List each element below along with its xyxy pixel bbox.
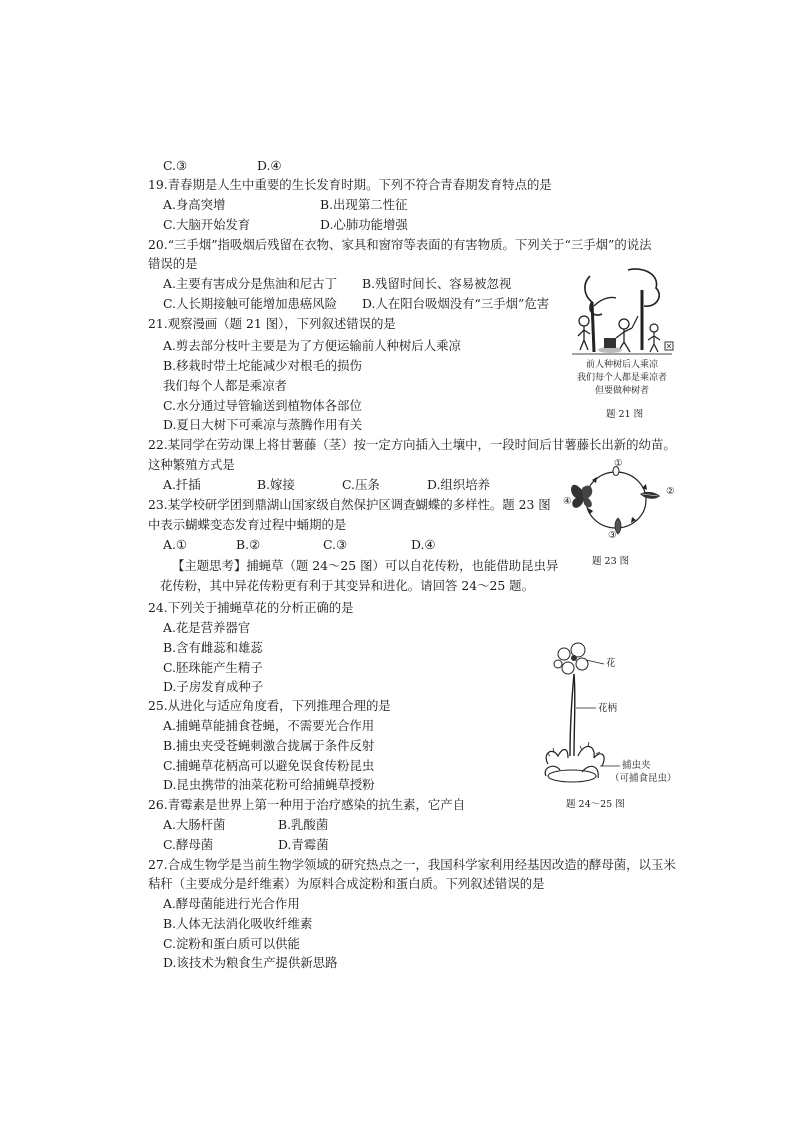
q23-stage-label-2: ② [666,486,675,497]
theme-line2: 花传粉，其中异花传粉更有利于其变异和进化。请回答 24～25 题。 [160,578,534,593]
q21-comic-illustration [572,266,672,356]
q26-option-c: C.酵母菌 [163,837,214,852]
q20-stem-line1: 20.“三手烟”指吸烟后残留在衣物、家具和窗帘等表面的有害物质。下列关于“三手烟”的说法 [148,237,652,252]
q24-25-flytrap-diagram [538,636,648,796]
q20-option-d: D.人在阳台吸烟没有“三手烟”危害 [362,296,550,311]
q20-option-c: C.人长期接触可能增加患癌风险 [163,296,338,311]
flytrap-label-flower: 花 [606,658,616,669]
q21-stem: 21.观察漫画（题 21 图），下列叙述错误的是 [148,316,396,331]
q19-option-b: B.出现第二性征 [320,197,408,212]
q25-option-a: A.捕蝇草能捕食苍蝇，不需要光合作用 [163,718,375,733]
q25-option-d: D.昆虫携带的油菜花粉可给捕蝇草授粉 [163,777,375,792]
q24-option-d: D.子房发育成种子 [163,679,264,694]
q23-option-b: B.② [236,537,261,552]
q26-option-b: B.乳酸菌 [278,817,329,832]
q25-option-c: C.捕蝇草花柄高可以避免误食传粉昆虫 [163,758,375,773]
q22-stem-line1: 22.某同学在劳动课上将甘薯藤（茎）按一定方向插入土壤中，一段时间后甘薯藤长出新的幼苗。 [148,437,676,452]
q23-stem-line2: 中表示蝴蝶变态发育过程中蛹期的是 [148,517,347,532]
q23-stem-line1: 23.某学校研学团到鼎湖山国家级自然保护区调查蝴蝶的多样性。题 23 图 [148,497,551,512]
q23-option-d: D.④ [411,537,436,552]
q26-stem: 26.青霉素是世界上第一种用于治疗感染的抗生素，它产自 [148,797,466,812]
q24-stem: 24.下列关于捕蝇草花的分析正确的是 [148,600,354,615]
q24-option-c: C.胚珠能产生精子 [163,660,263,675]
q20-option-a: A.主要有害成分是焦油和尼古丁 [163,276,337,291]
q20-stem-line2: 错误的是 [148,256,198,271]
q19-option-c: C.大脑开始发育 [163,217,251,232]
q19-option-d: D.心肺功能增强 [320,217,408,232]
q24-25-figure-caption: 题 24～25 图 [566,799,625,810]
q21-option-b: B.移栽时带土坨能减少对根毛的损伤 [163,358,362,373]
q21-comic-text-2: 我们每个人都是乘凉者 [576,373,667,383]
q20-option-b: B.残留时间长、容易被忽视 [362,276,512,291]
q23-butterfly-lifecycle-diagram [566,458,668,542]
q27-option-a: A.酵母菌能进行光合作用 [163,896,300,911]
q23-option-c: C.③ [323,537,348,552]
q25-option-b: B.捕虫夹受苍蝇刺激合拢属于条件反射 [163,738,375,753]
q21-option-a: A.剪去部分枝叶主要是为了方便运输前人种树后人乘凉 [163,338,461,353]
flytrap-label-trap-note: （可捕食昆虫） [610,773,677,784]
q23-stage-label-3: ③ [608,530,617,541]
q23-stage-label-1: ① [614,458,623,469]
q27-option-d: D.该技术为粮食生产提供新思路 [163,955,338,970]
q21-comic-text-1: 前人种树后人乘凉 [585,360,658,370]
flytrap-label-trap: 捕虫夹 [622,760,651,771]
theme-line1: 【主题思考】捕蝇草（题 24～25 图）可以自花传粉，也能借助昆虫异 [172,558,559,573]
q27-stem-line2: 秸秆（主要成分是纤维素）为原料合成淀粉和蛋白质。下列叙述错误的是 [148,876,545,891]
q22-option-c: C.压条 [342,477,380,492]
q24-option-b: B.含有雌蕊和雄蕊 [163,640,263,655]
q18-option-c: C.③ [163,158,188,173]
q22-option-d: D.组织培养 [427,477,490,492]
q26-option-a: A.大肠杆菌 [163,817,226,832]
q22-option-b: B.嫁接 [257,477,295,492]
q25-stem: 25.从进化与适应角度看，下列推理合理的是 [148,698,391,713]
q23-option-a: A.① [163,537,187,552]
q21-figure-caption: 题 21 图 [606,409,644,420]
flytrap-label-stalk: 花柄 [598,703,618,714]
q22-option-a: A.扦插 [163,477,201,492]
q24-option-a: A.花是营养器官 [163,620,251,635]
q21-option-c: C.水分通过导管输送到植物体各部位 [163,398,362,413]
q21-option-b-continued: 我们每个人都是乘凉者 [163,378,287,393]
q22-stem-line2: 这种繁殖方式是 [148,457,235,472]
q19-option-a: A.身高突增 [163,197,226,212]
q27-stem-line1: 27.合成生物学是当前生物学领域的研究热点之一，我国科学家利用经基因改造的酵母菌，以玉米 [148,857,676,872]
q19-stem: 19.青春期是人生中重要的生长发育时期。下列不符合青春期发育特点的是 [148,177,552,192]
q21-option-d: D.夏日大树下可乘凉与蒸腾作用有关 [163,417,363,432]
q27-option-c: C.淀粉和蛋白质可以供能 [163,936,300,951]
q23-figure-caption: 题 23 图 [592,556,630,567]
q27-option-b: B.人体无法消化吸收纤维素 [163,916,313,931]
q21-comic-text-3: 但要做种树者 [594,386,649,396]
q26-option-d: D.青霉菌 [278,837,329,852]
q23-stage-label-4: ④ [563,496,572,507]
q18-option-d: D.④ [257,158,282,173]
stamp-icon [664,341,674,351]
